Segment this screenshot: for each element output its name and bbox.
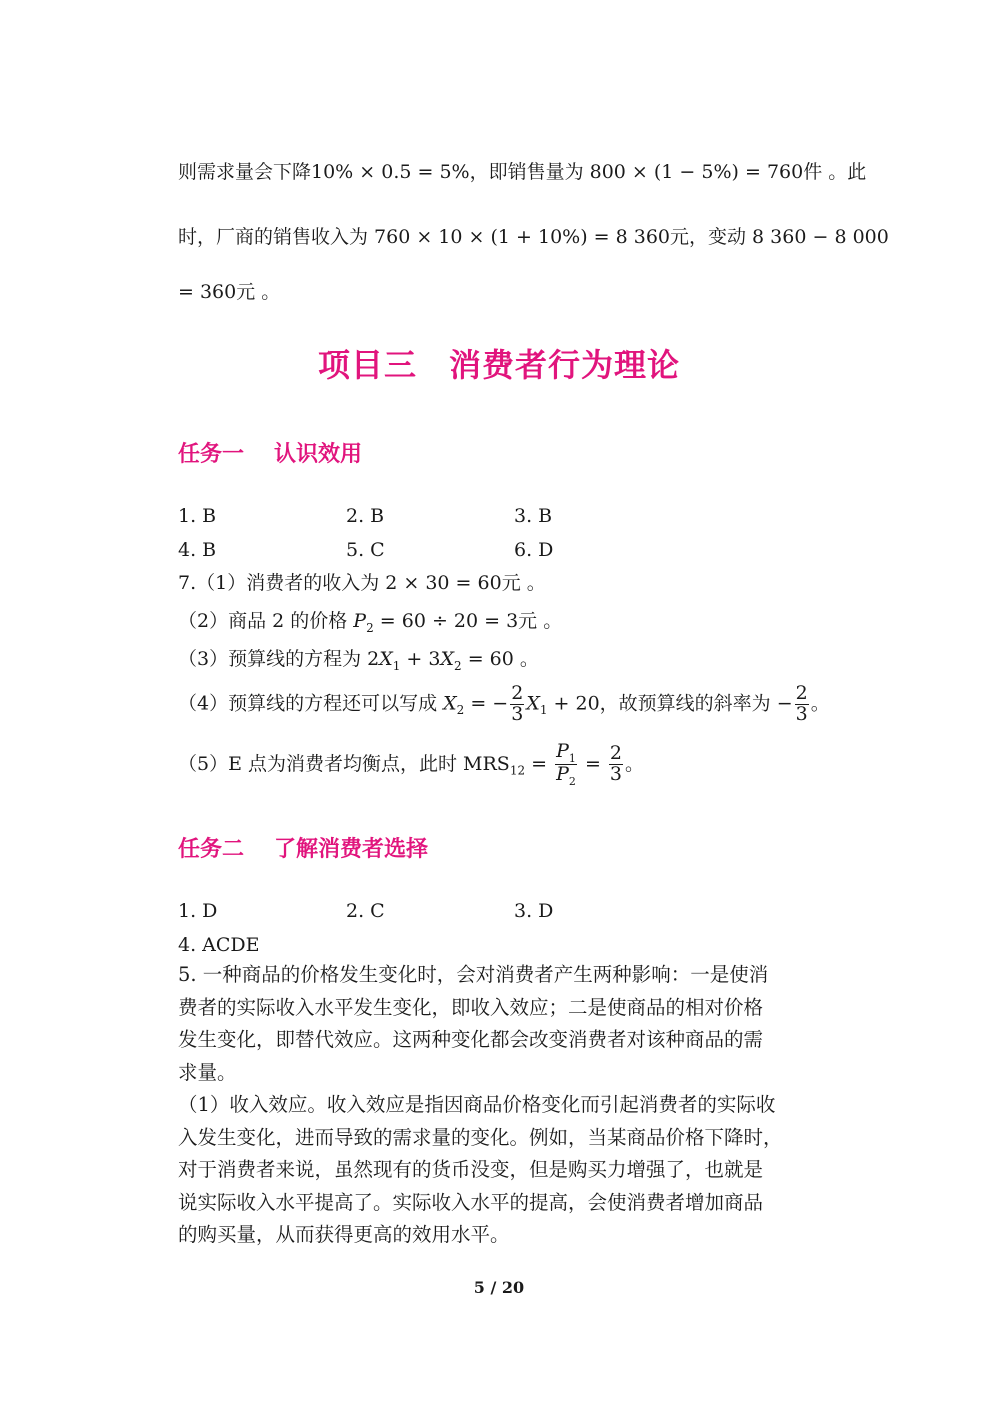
intro-line-2: 时，厂商的销售收入为 760 × 10 × (1 + 10%) = 8 360元，变动 8 360 − 8 000 xyxy=(178,226,889,248)
q7-part4-sub2: 2 xyxy=(456,703,465,718)
q7-part4-eq: = − xyxy=(464,692,509,715)
q5-line: （1）收入效应。收入效应是指因商品价格变化而引起消费者的实际收 xyxy=(178,1093,776,1116)
q7-part1: 7.（1）消费者的收入为 2 × 30 = 60元 。 xyxy=(178,572,546,594)
q7-part2-value: = 60 ÷ 20 = 3元 。 xyxy=(373,610,563,632)
task2-heading-number: 任务二 xyxy=(178,837,245,862)
task2-q5-paragraph xyxy=(178,959,828,1252)
q5-line: 说实际收入水平提高了。实际收入水平的提高，会使消费者增加商品 xyxy=(178,1190,764,1214)
q7-part5-price-den xyxy=(555,765,577,787)
q7-part3-text: （3）预算线的方程为 2 xyxy=(178,648,380,670)
q5-line: 对于消费者来说，虽然现有的货币没变，但是购买力增强了，也就是 xyxy=(178,1158,764,1181)
q7-part3-sub1: 1 xyxy=(392,658,401,673)
task1-answer-4: 4. B xyxy=(178,539,217,561)
intro-line-3: = 360元 。 xyxy=(178,281,281,303)
task2-answer-3: 3. D xyxy=(514,900,554,922)
q7-part5-value-fraction xyxy=(609,744,623,785)
q7-part5-p1-sub: 1 xyxy=(568,751,576,765)
task2-heading xyxy=(178,832,428,863)
page-number: 5 / 20 xyxy=(473,1278,525,1297)
q7-part3-value: = 60 。 xyxy=(461,648,539,670)
task2-answer-2: 2. C xyxy=(346,900,385,922)
q7-part5-sub: 12 xyxy=(509,763,526,778)
q7-part3-mid: + 3 xyxy=(400,648,441,670)
task2-answer-4: 4. ACDE xyxy=(178,934,260,956)
q5-line: 5. 一种商品的价格发生变化时，会对消费者产生两种影响：一是使消 xyxy=(178,963,769,986)
q7-part5-eq: = xyxy=(525,752,554,775)
q7-part5-p2-sub: 2 xyxy=(568,775,576,789)
project-title xyxy=(0,340,998,386)
q7-part2-text: （2）商品 2 的价格 xyxy=(178,610,354,632)
q7-part4-tail: + 20，故预算线的斜率为 − xyxy=(547,692,793,715)
q5-line: 发生变化，即替代效应。这两种变化都会改变消费者对该种商品的需 xyxy=(178,1028,764,1051)
q7-part5-price-fraction xyxy=(555,742,577,788)
q7-part4-end: 。 xyxy=(810,692,830,715)
q7-part5-eq2: = xyxy=(578,752,607,775)
q7-part5 xyxy=(178,742,644,788)
q7-part3-x2: X xyxy=(440,648,455,670)
q7-part4-den: 3 xyxy=(511,702,524,725)
task1-answer-1: 1. B xyxy=(178,505,217,527)
q7-part3 xyxy=(178,650,539,672)
task1-heading-title: 认识效用 xyxy=(274,442,363,467)
q7-part2 xyxy=(178,612,562,634)
q7-part4-x1: X xyxy=(526,692,540,715)
q7-part5-p1: P xyxy=(556,740,569,762)
q7-part5-price-num xyxy=(555,742,577,765)
q7-part2-sub: 2 xyxy=(366,620,374,635)
q7-part4-text: （4）预算线的方程还可以写成 xyxy=(178,692,444,715)
q7-part2-var: P xyxy=(353,610,367,632)
q5-line: 费者的实际收入水平发生变化，即收入效应；二是使商品的相对价格 xyxy=(178,995,764,1019)
q7-part4-fraction xyxy=(510,684,524,725)
intro-line-1: 则需求量会下降10% × 0.5 = 5%，即销售量为 800 × (1 − 5%) = 760件 。此 xyxy=(178,161,867,183)
task2-answer-1: 1. D xyxy=(178,900,218,922)
task1-answer-3: 3. B xyxy=(514,505,553,527)
q7-part5-p2: P xyxy=(556,763,569,786)
q7-part5-end: 。 xyxy=(625,752,645,775)
q7-part3-sub2: 2 xyxy=(454,658,462,673)
project-title-name: 消费者行为理论 xyxy=(449,346,681,384)
task1-heading-number: 任务一 xyxy=(178,442,245,467)
q5-line: 求量。 xyxy=(178,1060,237,1084)
q7-part4-slope-fraction xyxy=(795,684,809,725)
task1-answer-5: 5. C xyxy=(346,539,385,561)
q7-part4-sub1: 1 xyxy=(539,703,548,718)
q7-part4-num: 2 xyxy=(511,682,524,704)
task2-heading-title: 了解消费者选择 xyxy=(274,837,429,862)
task1-answer-6: 6. D xyxy=(514,539,554,561)
q7-part5-text: （5）E 点为消费者均衡点，此时 MRS xyxy=(178,752,510,775)
q7-part5-value-den: 3 xyxy=(609,763,622,786)
q7-part4 xyxy=(178,684,830,725)
q5-line: 的购买量，从而获得更高的效用水平。 xyxy=(178,1223,510,1246)
q7-part4-slope-den: 3 xyxy=(795,702,808,725)
project-title-number: 项目三 xyxy=(317,346,417,384)
q7-part4-slope-num: 2 xyxy=(795,682,808,704)
task1-answer-2: 2. B xyxy=(346,505,385,527)
task1-heading xyxy=(178,437,362,468)
q7-part3-x1: X xyxy=(379,648,393,670)
q5-line: 入发生变化，进而导致的需求量的变化。例如，当某商品价格下降时， xyxy=(178,1125,783,1149)
q7-part4-x2: X xyxy=(443,692,457,715)
q7-part5-value-num: 2 xyxy=(609,742,622,765)
